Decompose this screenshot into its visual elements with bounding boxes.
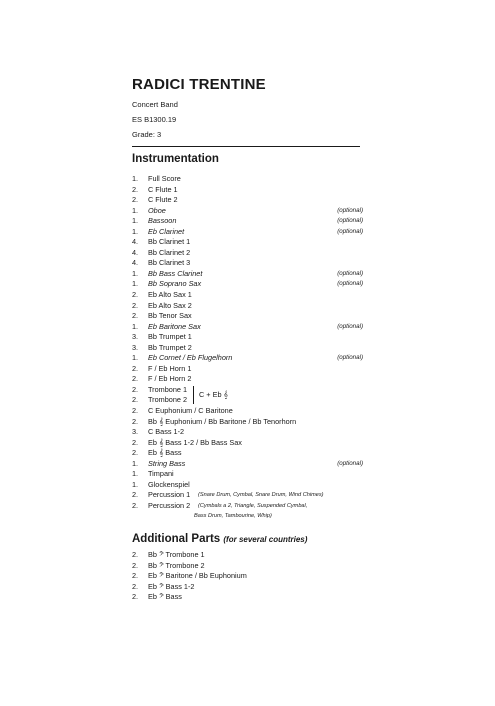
part-count: 2. [132,448,139,458]
title-divider [132,146,360,147]
optional-label: (optional) [337,322,363,330]
part-row [132,216,372,227]
part-row [132,322,372,333]
part-row [132,311,372,322]
part-row [132,395,372,406]
part-row [132,501,372,512]
part-count: 2. [132,592,139,602]
part-count: 1. [132,279,139,289]
optional-label: (optional) [337,217,363,225]
part-row [132,582,372,593]
part-count: 2. [132,374,139,384]
part-count: 2. [132,406,139,416]
part-count: 2. [132,437,139,447]
part-name: Bb Trumpet 1 [148,332,192,342]
part-count: 1. [132,268,139,278]
part-row [132,406,372,417]
part-name: String Bass [148,458,186,468]
part-row [132,512,372,522]
additional-parts-subtitle: (for several countries) [223,535,308,544]
part-row [132,374,372,385]
part-name: Eb 𝄢 Bass [148,592,182,602]
part-name: F / Eb Horn 2 [148,374,192,384]
instrumentation-heading: Instrumentation [132,153,219,165]
part-name: Eb Clarinet [148,226,185,236]
part-name: Eb Cornet / Eb Flugelhorn [148,353,233,363]
part-row [132,592,372,603]
part-name: Oboe [148,205,166,215]
part-name: F / Eb Horn 1 [148,363,192,373]
part-count: 1. [132,458,139,468]
catalog-number: ES B1300.19 [132,115,177,124]
part-row [132,206,372,217]
part-instrument-note: (Cymbals a 2, Triangle, Suspended Cymbal, [198,502,308,509]
part-name: Bb Clarinet 2 [148,247,191,257]
optional-label: (optional) [337,206,363,214]
part-name: Bb 𝄢 Trombone 2 [148,560,205,570]
optional-label: (optional) [337,459,363,467]
part-count: 2. [132,395,139,405]
part-name: Eb 𝄞 Bass [148,448,182,458]
part-row [132,174,372,185]
additional-parts-title: Additional Parts [132,533,221,545]
part-name: C Flute 1 [148,184,178,194]
part-name: Bb Trumpet 2 [148,342,192,352]
part-name: Bb Bass Clarinet [148,268,203,278]
part-name: Bb Tenor Sax [148,311,192,321]
part-name: Trombone 1 [148,384,188,394]
part-count: 2. [132,416,139,426]
part-name: Eb Alto Sax 2 [148,300,192,310]
part-count: 2. [132,560,139,570]
part-name: Bassoon [148,216,177,226]
part-name: Bb Clarinet 3 [148,258,191,268]
piece-title: RADICI TRENTINE [132,76,266,93]
part-row [132,364,372,375]
part-row [132,480,372,491]
part-count: 3. [132,342,139,352]
part-row [132,459,372,470]
part-count: 2. [132,500,139,510]
part-count: 1. [132,174,139,183]
additional-parts-heading [132,533,307,545]
part-row [132,490,372,501]
part-name: Glockenspiel [148,479,190,489]
part-name: Timpani [148,469,174,479]
part-count: 2. [132,290,139,300]
part-count: 1. [132,469,139,479]
part-count: 2. [132,550,139,559]
part-count: 2. [132,195,139,205]
part-name: Eb 𝄢 Bass 1-2 [148,581,195,591]
part-row [132,469,372,480]
part-count: 3. [132,332,139,342]
part-name: C Flute 2 [148,195,178,205]
grade-label: Grade: 3 [132,130,162,139]
part-count: 2. [132,571,139,581]
part-count: 2. [132,363,139,373]
part-row [132,571,372,582]
part-row [132,185,372,196]
part-name: Eb Alto Sax 1 [148,290,192,300]
part-count: 2. [132,384,139,394]
part-count: 1. [132,321,139,331]
ensemble-type: Concert Band [132,100,178,109]
part-name: Percussion 2 [148,500,191,510]
part-name: Trombone 2 [148,395,188,405]
part-row [132,301,372,312]
part-row [132,237,372,248]
trombone-key-label: C + Eb 𝄞 [199,389,228,399]
part-count: 1. [132,226,139,236]
part-name: Eb 𝄢 Baritone / Bb Euphonium [148,571,247,581]
part-name: Full Score [148,174,181,183]
part-row [132,258,372,269]
part-count: 1. [132,216,139,226]
part-row [132,227,372,238]
part-count: 2. [132,581,139,591]
part-count: 2. [132,311,139,321]
part-name: Bb 𝄞 Euphonium / Bb Baritone / Bb Tenorhorn [148,416,297,426]
part-row [132,353,372,364]
optional-label: (optional) [337,354,363,362]
part-count: 1. [132,353,139,363]
part-row [132,427,372,438]
optional-label: (optional) [337,269,363,277]
part-count: 4. [132,247,139,257]
part-count: 2. [132,184,139,194]
part-name: Percussion 1 [148,490,191,500]
part-row [132,269,372,280]
part-row [132,195,372,206]
optional-label: (optional) [337,280,363,288]
part-row [132,417,372,428]
part-row [132,248,372,259]
part-row [132,384,372,399]
part-instrument-note: (Snare Drum, Cymbal, Snare Drum, Wind Chimes) [198,492,324,499]
part-row [132,561,372,572]
part-count: 3. [132,427,139,437]
instrumentation-list [132,174,372,521]
optional-label: (optional) [337,227,363,235]
part-name: Bb Soprano Sax [148,279,202,289]
part-name: C Bass 1-2 [148,427,185,437]
part-count: 4. [132,258,139,268]
part-row [132,332,372,343]
part-row [132,448,372,459]
part-name: C Euphonium / C Baritone [148,406,233,416]
part-instrument-note: Bass Drum, Tambourine, Whip) [194,512,272,519]
part-count: 2. [132,490,139,500]
part-row [132,279,372,290]
part-count: 2. [132,300,139,310]
part-row [132,438,372,449]
part-row [132,343,372,354]
part-name: Eb Baritone Sax [148,321,201,331]
part-row [132,290,372,301]
part-name: Eb 𝄞 Bass 1-2 / Bb Bass Sax [148,437,242,447]
part-count: 1. [132,479,139,489]
part-name: Bb Clarinet 1 [148,237,191,247]
part-name: Bb 𝄢 Trombone 1 [148,550,205,559]
additional-parts-list [132,550,372,603]
part-count: 1. [132,205,139,215]
part-count: 4. [132,237,139,247]
part-row [132,550,372,561]
